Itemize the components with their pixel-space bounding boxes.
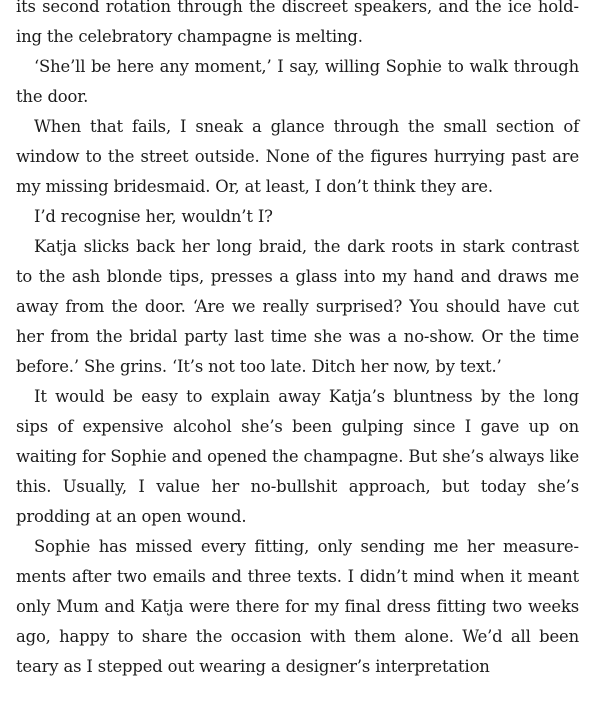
paragraph: I’d recognise her, wouldn’t I? (34, 207, 273, 226)
paragraph: Katja slicks back her long braid, the dark roots in stark contrast to the ash blonde tips, presses a glass into my hand and draws me away from the door. ‘Are we really surprised? You should have cut her from the bridal party last time she was a no-show. Or the time before.’ She grins. ‘It’s not too late. Ditch her now, by text.’ (16, 237, 579, 376)
paragraph: ‘She’ll be here any moment,’ I say, willing Sophie to walk through the door. (16, 57, 579, 106)
paragraph: It would be easy to explain away Katja’s bluntness by the long sips of expensive alcohol she’s been gulping since I gave up on waiting for Sophie and opened the champagne. But she’s always like this. Usually, I value her no-bullshit approach, but today she’s prodding at an open wound. (16, 387, 579, 526)
paragraph: When that fails, I sneak a glance through the small section of window to the street outside. None of the figures hurrying past are my missing bridesmaid. Or, at least, I don’t think they are. (16, 117, 579, 196)
paragraph: Sophie has missed every fitting, only sending me her measurements after two emails and three texts. I didn’t mind when it meant only Mum and Katja were there for my final dress fitting two weeks ago, happy to share the occasion with them alone. We’d all been teary as I stepped out wearing a designer’s interpretation (16, 537, 579, 676)
paragraph-continued: its second rotation through the discreet speakers, and the ice holding the celebratory champagne is melting. (16, 0, 579, 46)
